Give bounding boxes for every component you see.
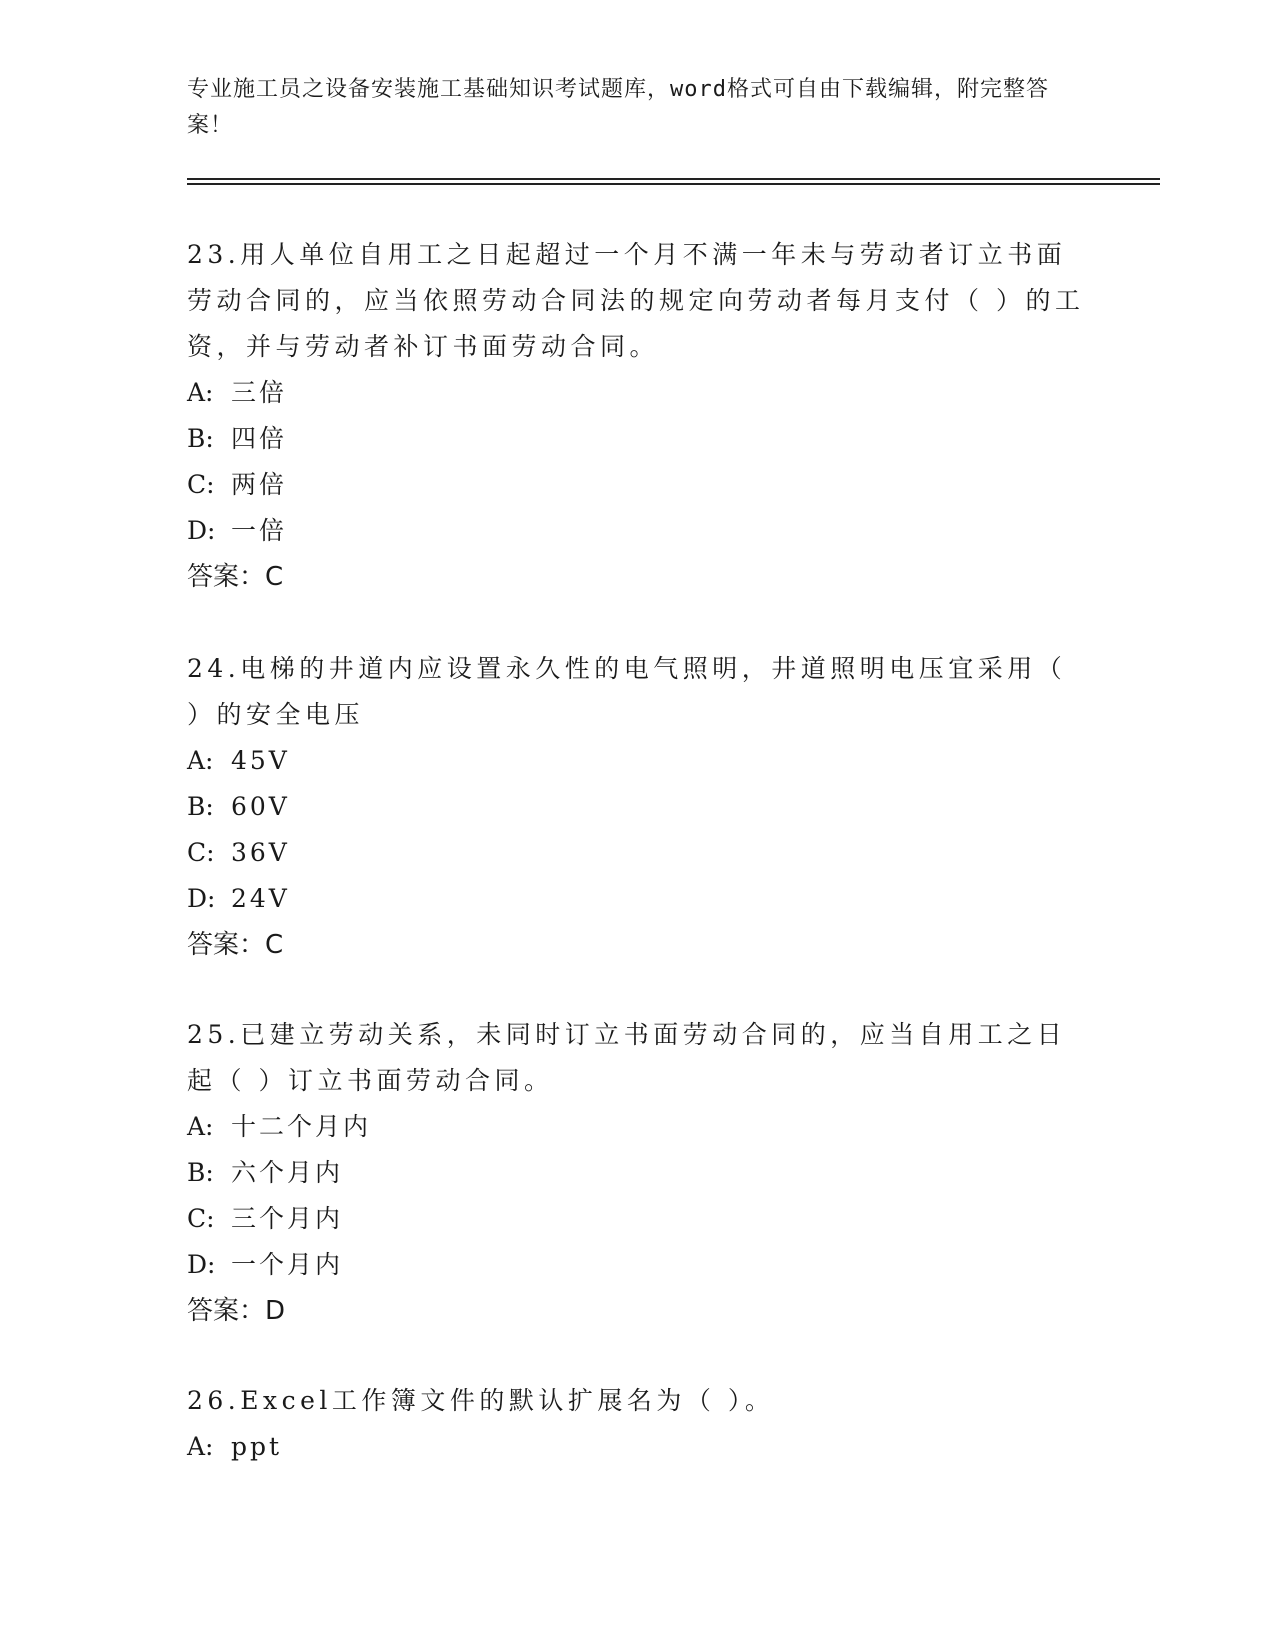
document-header xyxy=(187,72,1067,144)
answer: 答案：D xyxy=(187,1296,286,1326)
option-a: A: 三倍 xyxy=(187,378,288,407)
option-d: D: 一个月内 xyxy=(187,1250,344,1279)
question-24 xyxy=(187,646,1087,968)
option-b: B: 四倍 xyxy=(187,424,288,453)
question-23 xyxy=(187,232,1087,600)
question-26 xyxy=(187,1378,1087,1470)
question-25 xyxy=(187,1012,1087,1334)
question-stem: 23.用人单位自用工之日起超过一个月不满一年未与劳动者订立书面劳动合同的，应当依照劳动合同法的规定向劳动者每月支付（ ）的工资，并与劳动者补订书面劳动合同。 xyxy=(187,240,1085,361)
header-divider-top xyxy=(187,178,1160,180)
option-a: A: 十二个月内 xyxy=(187,1112,372,1141)
header-title: 专业施工员之设备安装施工基础知识考试题库，word格式可自由下载编辑，附完整答案！ xyxy=(187,77,1049,138)
option-b: B: 60V xyxy=(187,792,290,821)
answer: 答案：C xyxy=(187,930,284,960)
answer: 答案：C xyxy=(187,562,284,592)
option-a: A: 45V xyxy=(187,746,290,775)
question-stem: 26.Excel工作簿文件的默认扩展名为（ ）。 xyxy=(187,1386,775,1415)
question-stem: 24.电梯的井道内应设置永久性的电气照明，井道照明电压宜采用（ ）的安全电压 xyxy=(187,654,1067,729)
option-d: D: 一倍 xyxy=(187,516,288,545)
header-divider-bottom xyxy=(187,183,1160,185)
option-a: A: ppt xyxy=(187,1432,283,1461)
option-c: C: 两倍 xyxy=(187,470,288,499)
option-b: B: 六个月内 xyxy=(187,1158,344,1187)
option-c: C: 36V xyxy=(187,838,290,867)
question-stem: 25.已建立劳动关系，未同时订立书面劳动合同的，应当自用工之日起（ ）订立书面劳动合同。 xyxy=(187,1020,1067,1095)
option-c: C: 三个月内 xyxy=(187,1204,344,1233)
option-d: D: 24V xyxy=(187,884,290,913)
